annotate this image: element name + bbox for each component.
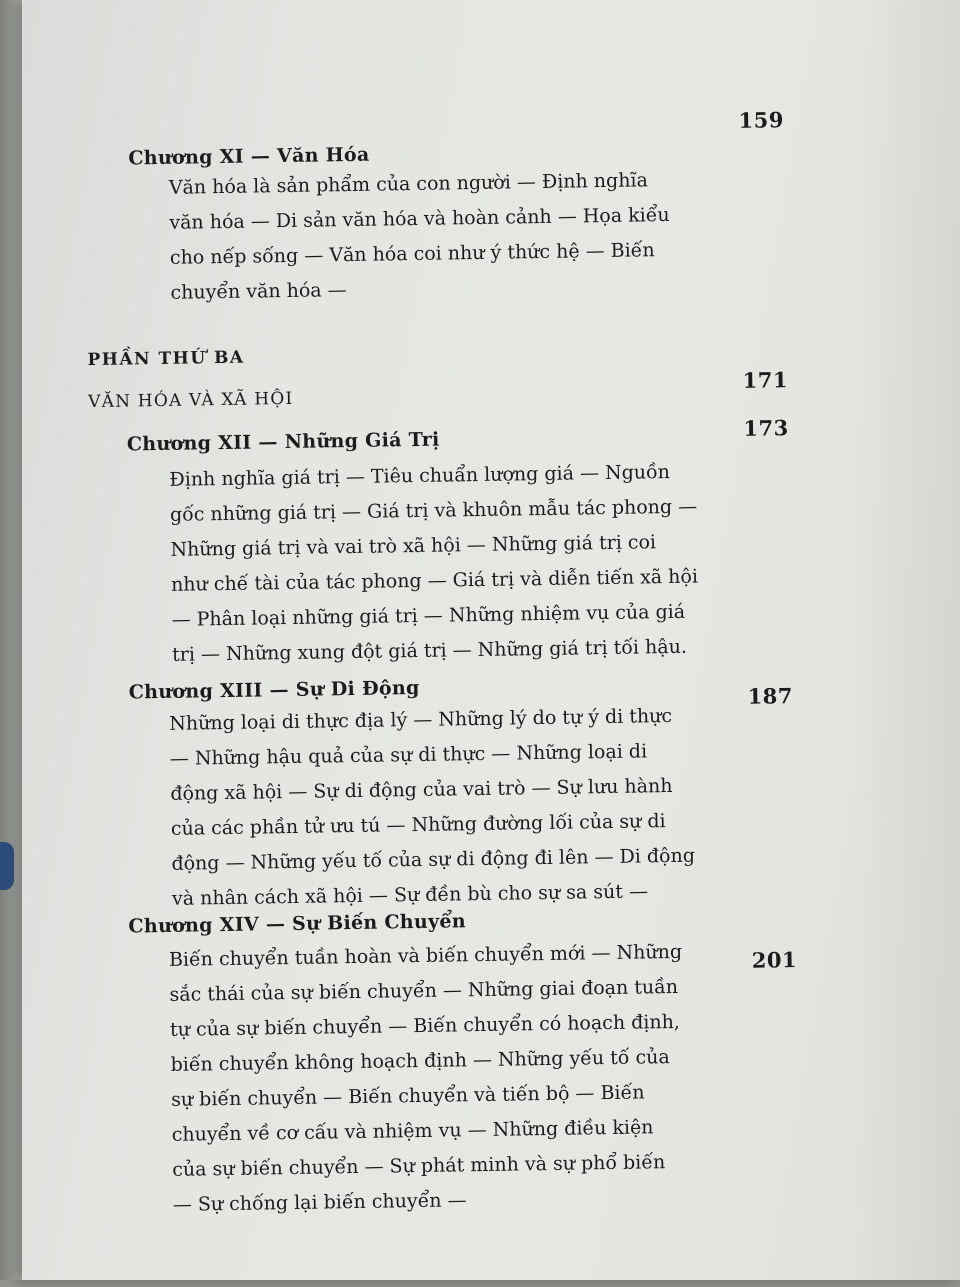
summary-line: chuyển văn hóa — [170,279,347,304]
page-number-ch12: 173 [743,415,789,441]
summary-line: như chế tài của tác phong — Giá trị và diễn tiến xã hội [170,565,699,596]
summary-line: Những loại di thực địa lý — Những lý do tự ý di thực [169,704,673,735]
chapter-summary-ch14 [169,935,689,1223]
part-heading: PHẦN THỨ BA [87,347,245,371]
page-number-ch13: 187 [747,683,794,709]
summary-line: trị — Những xung đột giá trị — Những giá trị tối hậu. [172,635,688,666]
summary-line: Định nghĩa giá trị — Tiêu chuẩn lượng giá — Nguồn [169,460,671,491]
summary-line: tự của sự biến chuyển — Biến chuyển có hoạch định, [169,1010,681,1041]
summary-line: chuyển về cơ cấu và nhiệm vụ — Những điều kiện [171,1116,654,1146]
chapter-title-ch11: Chương XI — Văn Hóa [128,143,370,170]
summary-line: của các phần tử ưu tú — Những đường lối của sự di [170,810,666,840]
summary-line: động xã hội — Sự di động của vai trò — Sự lưu hành [170,774,673,805]
chapter-title-ch12: Chương XII — Những Giá Trị [126,428,440,456]
chapter-summary-ch11 [169,163,687,311]
chapter-title-ch14: Chương XIV — Sự Biến Chuyển [128,910,467,938]
summary-line: gốc những giá trị — Giá trị và khuôn mẫu tác phong — [169,495,698,526]
chapter-summary-ch12 [169,455,699,673]
chapter-summary-ch13 [169,699,696,917]
page-number-part3: 171 [742,367,789,393]
summary-line: động — Những yếu tố của sự di động đi lên — Di động [171,844,696,875]
summary-line: Văn hóa là sản phẩm của con người — Định nghĩa [168,169,649,199]
summary-line: và nhân cách xã hội — Sự đền bù cho sự sa sút — [171,880,649,910]
summary-line: — Sự chống lại biến chuyển — [172,1189,467,1216]
chapter-title-ch13: Chương XIII — Sự Di Động [128,676,420,704]
summary-line: biến chuyển không hoạch định — Những yếu tố của [170,1046,670,1076]
summary-line: sắc thái của sự biến chuyển — Những giai đoạn tuần [169,975,679,1006]
page-number-ch14: 201 [751,947,798,973]
summary-line: cho nếp sống — Văn hóa coi như ý thức hệ — Biến [169,239,655,269]
summary-line: sự biến chuyển — Biến chuyển và tiến bộ — Biến [171,1081,645,1111]
summary-line: — Những hậu quả của sự di thực — Những loại di [169,740,648,770]
page-number-ch11: 159 [738,107,785,133]
summary-line: văn hóa — Di sản văn hóa và hoàn cảnh — Họa kiểu [169,203,670,234]
summary-line: Những giá trị và vai trò xã hội — Những giá trị coi [170,531,657,561]
summary-line: của sự biến chuyển — Sự phát minh và sự phổ biến [172,1151,666,1181]
summary-line: — Phân loại những giá trị — Những nhiệm vụ của giá [171,600,686,631]
summary-line: Biến chuyển tuần hoàn và biến chuyển mới — Những [168,940,683,971]
part-subtitle: VĂN HÓA VÀ XÃ HỘI [88,388,294,413]
